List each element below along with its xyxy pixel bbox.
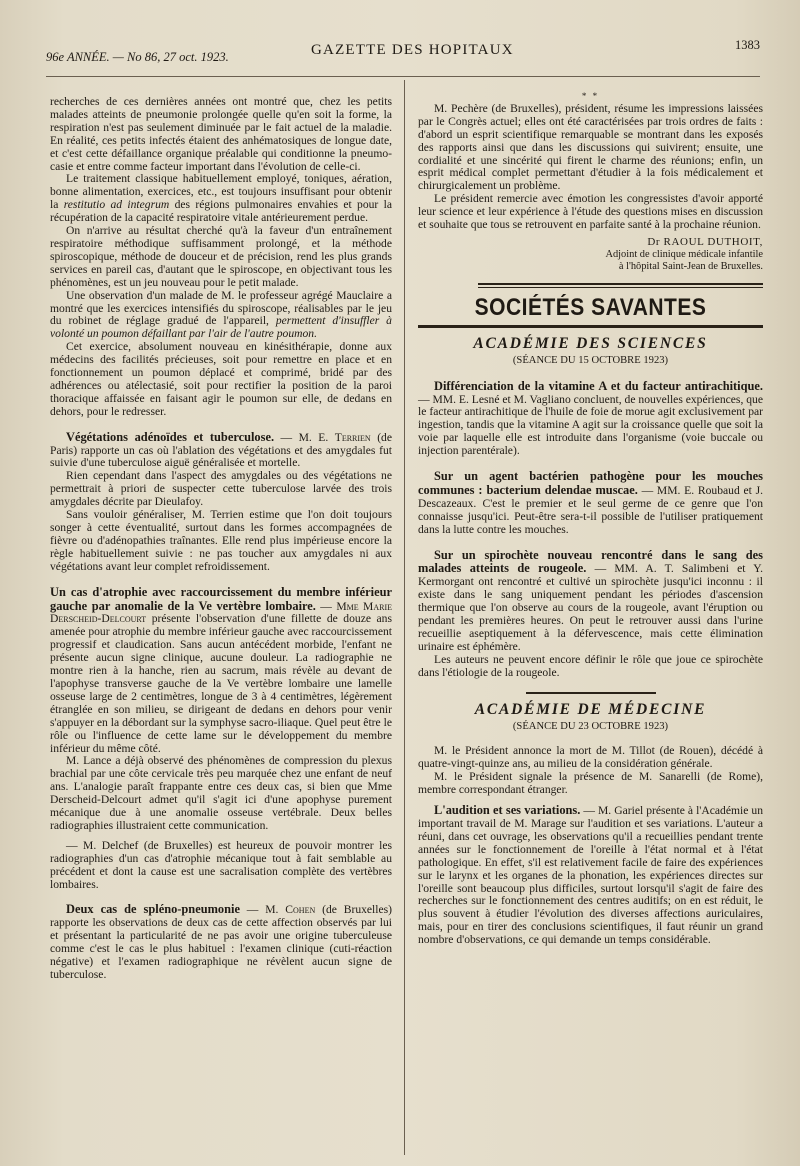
page-header bbox=[46, 38, 760, 68]
left-column bbox=[50, 96, 392, 982]
article-title: Végétations adénoïdes et tuberculose. bbox=[66, 429, 275, 444]
signature-affiliation: à l'hôpital Saint-Jean de Bruxelles. bbox=[618, 260, 763, 272]
academy-title: ACADÉMIE DES SCIENCES bbox=[473, 334, 708, 352]
paragraph: Sans vouloir généraliser, M. Terrien estime que l'on doit toujours songer à cette éventualité, surtout dans les formes accompagnées de fièvre ou d'adénopathies traînantes. Elle rend plus impérieuse encore la règle habituellement suivie : ne pas toucher aux amygdales ni aux végétations avant leur complet refroidissement. bbox=[50, 508, 392, 573]
short-rule bbox=[526, 692, 656, 694]
separator-asterisks: * * bbox=[581, 91, 600, 101]
signature-name: Dr RAOUL DUTHOIT, bbox=[647, 235, 763, 248]
paragraph: Une observation d'un malade de M. le professeur agrégé Mauclaire a montré que les exercices intensifiés du spiroscope, réalisables par le jeu du robinet de réglage gradué de l'appareil, permettent d'insuffler à volonté un poumon défaillant par l'air de l'autre poumon. bbox=[50, 288, 392, 341]
paragraph: M. Lance a déjà observé des phénomènes de compression du plexus brachial par une côte cervicale très peu marquée chez une enfant de neuf ans. L'analogie paraît frappante entre ces deux cas, si bien que Mme Derscheid-Delcourt admet qu'il s'agit ici d'une apophyse purement mécanique due à une anomalie osseuse vertébrale. Deux belles radiographies illustraient cette communication. bbox=[50, 754, 392, 832]
double-rule bbox=[478, 283, 763, 288]
paragraph: Le président remercie avec émotion les congressistes d'avoir apporté leur science et leur expérience à l'étude des questions mises en discussion et souhaite que tous se retrouvent en parfaite santé à la prochaine réunion. bbox=[418, 192, 763, 232]
paragraph: On n'arrive au résultat cherché qu'à la faveur d'un entraînement respiratoire méthodique suffisamment prolongé, et la méthode spiroscopique, méthode de douceur et de précision, rend les plus grands services en pareil cas, d'autant que le spiroscope, en objectivant tous les phénomènes, est un jeu nouveau pour le petit malade. bbox=[50, 224, 392, 289]
article-spleno-pneumonie: Deux cas de spléno-pneumonie — M. Cohen (de Bruxelles) rapporte les observations de deux cas de cette affection observés par lui et présentant la particularité de ne pas avoir une origine tuberculeuse comme c'est le cas le plus habituel : l'examen clinique (cuti-réaction négative) et l'examen radiographique ne révèlent aucun signe de tuberculose. bbox=[50, 902, 393, 981]
article-title: Deux cas de spléno-pneumonie bbox=[66, 902, 240, 917]
article-atrophie: Un cas d'atrophie avec raccourcissement du membre inférieur gauche par anomalie de la Ve vertèbre lombaire. — Mme Marie Derscheid-Delcourt présente l'observation d'une fillette de douze ans amenée pour atrophie du membre inférieur gauche avec raccourcissement progressif et claudication. Sans aucun antécédent morbide, l'enfant ne présente aucun signe clinique, aucune douleur. La radiographie ne montre rien à la hanche, rien au sacrum, mais révèle au devant de l'apophyse transverse gauche de la Ve vertèbre lombaire une lamelle osseuse large de 2 centimètres, longue de 3 à 4 centimètres, légèrement étranglée en son milieu, se dirigeant de dedans en dehors pour venir s'appuyer en la débordant sur la symphyse sacro-iliaque. Quel peut être le rôle ou l'influence de cette lame sur le développement du membre inférieur du même côté. bbox=[50, 584, 392, 755]
signature bbox=[418, 236, 763, 273]
article-vitamine: Différenciation de la vitamine A et du facteur antirachitique. — MM. E. Lesné et M. Vagliano concluent, de nouvelles expériences, que le facteur antirachitique de l'huile de foie de morue agit exclusivement par ingestion, tandis que la vitamine A agit sur la croissance quelle que soit la voie par laquelle elle est introduite dans l'organisme (voie buccale ou injection parentérale). bbox=[418, 378, 763, 458]
paragraph: Les auteurs ne peuvent encore définir le rôle que joue ce spirochète dans l'étiologie de la rougeole. bbox=[418, 652, 763, 679]
paragraph: recherches de ces dernières années ont montré que, chez les petits malades atteints de pneumonie prolongée quelle qu'en soit la forme, la respiration n'est pas seulement diminuée par le fait actuel de la maladie. En réalité, ces petits infectés étaient des anhématosiques de longue date, et c'est cette défaillance organique préalable qui conditionne la pneumo-casie et entre comme facteur important dans l'évolution de celle-ci. bbox=[50, 95, 392, 173]
session-date: (SÉANCE DU 23 OCTOBRE 1923) bbox=[512, 720, 669, 732]
article-audition: L'audition et ses variations. — M. Gariel présente à l'Académie un important travail de M. Marage sur l'audition et ses variations. L'auteur a réuni, dans cet ouvrage, les observations qu'il a recueillies pendant trente années sur le fonctionnement de l'oreille à l'état normal et à l'état pathologique. En effet, s'il est relativement facile de faire des expériences sur le larynx et les organes de la phonation, les expériences directes sur l'oreille sont beaucoup plus difficiles, surtout lorsqu'il s'agit de faire des recherches sur le fonctionnement des centres auditifs; on en est réduit, le plus souvent à étudier l'évolution des diverses affections auriculaires, mais, pour en tirer des conclusions scientifiques, il faut réunir un grand nombre d'observations, ce qui demande un temps considérable. bbox=[418, 803, 763, 947]
article-title: Un cas d'atrophie avec raccourcissement du membre inférieur gauche par anomalie de la Ve vertèbre lombaire. bbox=[50, 584, 392, 613]
article-bacterium: Sur un agent bactérien pathogène pour les mouches communes : bacterium delendae muscae. — MM. E. Roubaud et J. Descazeaux. C'est le premier et le seul germe de ce genre que l'on connaisse jusqu'ici. Peut-être sera-t-il possible de l'utiliser pratiquement dans la lutte contre les mouches. bbox=[418, 469, 763, 536]
paragraph: Rien cependant dans l'aspect des amygdales ou des végétations ne permettrait à priori de suspecter cette tuberculose larvée des trois amygdales décrite par Dieulafoy. bbox=[50, 469, 392, 509]
paragraph: M. le Président annonce la mort de M. Tillot (de Rouen), décédé à quatre-vingt-quinze ans, au milieu de la considération générale. bbox=[418, 744, 763, 771]
article-title: Sur un spirochète nouveau rencontré dans le sang des malades atteints de rougeole. bbox=[418, 547, 763, 576]
right-column bbox=[418, 91, 763, 947]
paragraph: M. Pechère (de Bruxelles), président, résume les impressions laissées par le Congrès actuel; elles ont été caractérisées par trois ordres de faits : d'abord un esprit scientifique remarquable se montrant dans les exposés des rapports ainsi que dans les discussions qui suivirent; ensuite, une cordialité et une sincérité qui firent le charme des réunions; enfin, un esprit médical complet permettant d'étudier à la fois médicalement et chirurgicalement un problème. bbox=[418, 101, 763, 193]
article-title: Différenciation de la vitamine A et du facteur antirachitique. bbox=[434, 378, 763, 393]
paragraph: — M. Delchef (de Bruxelles) est heureux de pouvoir montrer les radiographies d'un cas d'atrophie mécanique tout à fait semblable au précédent et dont la cause est une sacralisation complète des vertèbres lombaires. bbox=[50, 838, 392, 891]
article-title: L'audition et ses variations. bbox=[434, 803, 581, 818]
signature-affiliation: Adjoint de clinique médicale infantile bbox=[605, 248, 763, 260]
article-spirochete: Sur un spirochète nouveau rencontré dans le sang des malades atteints de rougeole. — MM. A. T. Salimbeni et Y. Kermorgant ont rencontré et cultivé un spirochète jusqu'ici inconnu : il existe dans le sang uniquement pendant les périodes d'ascension thermique que l'on observe au cours de la rougeole, avant l'éruption ou pendant les premières heures. On peut le retrouver aussi dans l'urine recueillie aseptiquement à la défervescence, mais cette élimination urinaire est éphémère. bbox=[418, 547, 763, 653]
section-rule bbox=[418, 325, 763, 328]
journal-title: GAZETTE DES HOPITAUX bbox=[311, 42, 514, 58]
header-rule bbox=[46, 76, 760, 77]
column-divider bbox=[404, 80, 405, 1155]
section-title: SOCIÉTÉS SAVANTES bbox=[474, 294, 707, 321]
article-title: Sur un agent bactérien pathogène pour les mouches communes : bacterium delendae muscae. bbox=[418, 469, 763, 497]
article-vegetations: Végétations adénoïdes et tuberculose. — M. E. Terrien (de Paris) rapporte un cas où l'ablation des végétations et des amygdales fut suivie d'une tuberculose aiguë généralisée et mortelle. bbox=[50, 429, 392, 470]
page-number: 1383 bbox=[735, 38, 760, 52]
paragraph: Cet exercice, absolument nouveau en kinésithérapie, donne aux médecins des facilités précieuses, soit pour remettre en place et en fonctionnement un poumon déplacé et comprimé, bridé par des adhérences ou atélectasié, soit pour rectifier la position de la paroi thoracique affaissée en faisant agir le poumon sur elle, de dedans en dehors, pour le redresser. bbox=[50, 340, 392, 418]
issue-line: 96e ANNÉE. — No 86, 27 oct. 1923. bbox=[46, 50, 229, 64]
paragraph: M. le Président signale la présence de M. Sanarelli (de Rome), membre correspondant étranger. bbox=[418, 770, 763, 797]
paragraph: Le traitement classique habituellement employé, toniques, aération, bonne alimentation, exercices, etc., est toujours insuffisant pour obtenir la restitutio ad integrum des régions pulmonaires envahies et pour la récupération de la capacité respiratoire vitale antérieurement perdue. bbox=[50, 172, 392, 225]
academy-title: ACADÉMIE DE MÉDECINE bbox=[474, 700, 707, 718]
session-date: (SÉANCE DU 15 OCTOBRE 1923) bbox=[512, 354, 669, 366]
